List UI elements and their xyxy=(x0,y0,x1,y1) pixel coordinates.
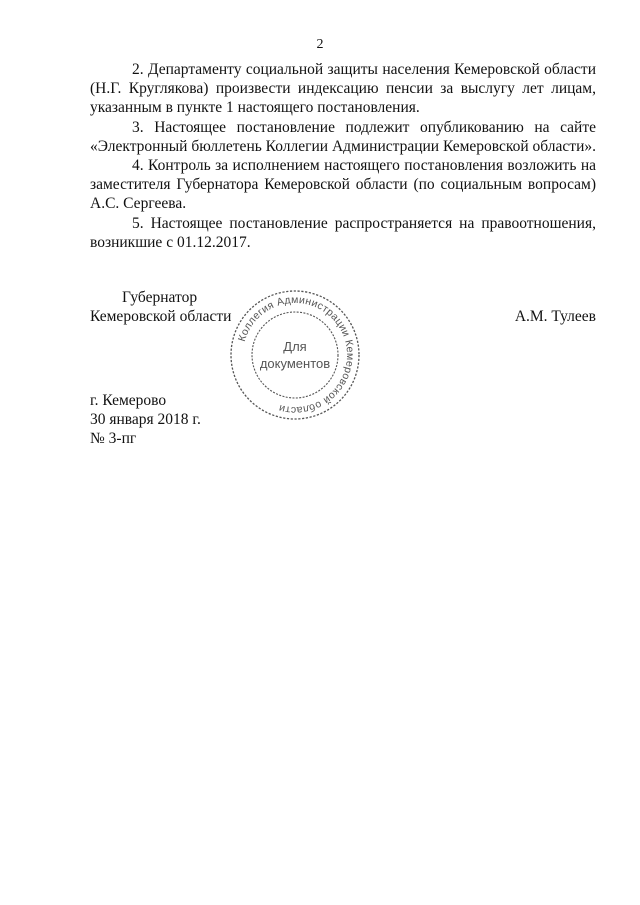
stamp-center-line2: документов xyxy=(259,356,331,371)
paragraph-3: 3. Настоящее постановление подлежит опубликованию на сайте «Электронный бюллетень Коллегии Администрации Кемеровской области». xyxy=(90,118,596,155)
stamp-inner-ring xyxy=(252,312,338,398)
footer-date: 30 января 2018 г. xyxy=(90,411,201,428)
official-stamp xyxy=(220,290,370,420)
footer-city: г. Кемерово xyxy=(90,392,167,409)
stamp-center-line1: Для xyxy=(283,339,307,354)
stamp-outer-ring xyxy=(231,291,359,419)
signatory-title-line1: Губернатор xyxy=(122,289,198,306)
footer-doc-number: № 3-пг xyxy=(90,430,137,447)
paragraph-4: 4. Контроль за исполнением настоящего постановления возложить на заместителя Губернатора Кемеровской области (по социальным вопросам) А.С. Сергеева. xyxy=(90,157,596,213)
signatory-title-line2: Кемеровской области xyxy=(90,308,232,325)
paragraph-5: 5. Настоящее постановление распространяется на правоотношения, возникшие с 01.12.2017. xyxy=(90,214,596,251)
signatory-name: А.М. Тулеев xyxy=(514,308,596,325)
document-body xyxy=(90,60,596,252)
paragraph-2: 2. Департаменту социальной защиты населения Кемеровской области (Н.Г. Круглякова) произвести индексацию пенсии за выслугу лет лицам, указанным в пункте 1 настоящего постановления. xyxy=(90,61,596,117)
stamp-ring-text: Коллегия Администрации Кемеровской области xyxy=(235,293,357,417)
page-number: 2 xyxy=(316,37,324,52)
document-footer xyxy=(90,391,201,448)
